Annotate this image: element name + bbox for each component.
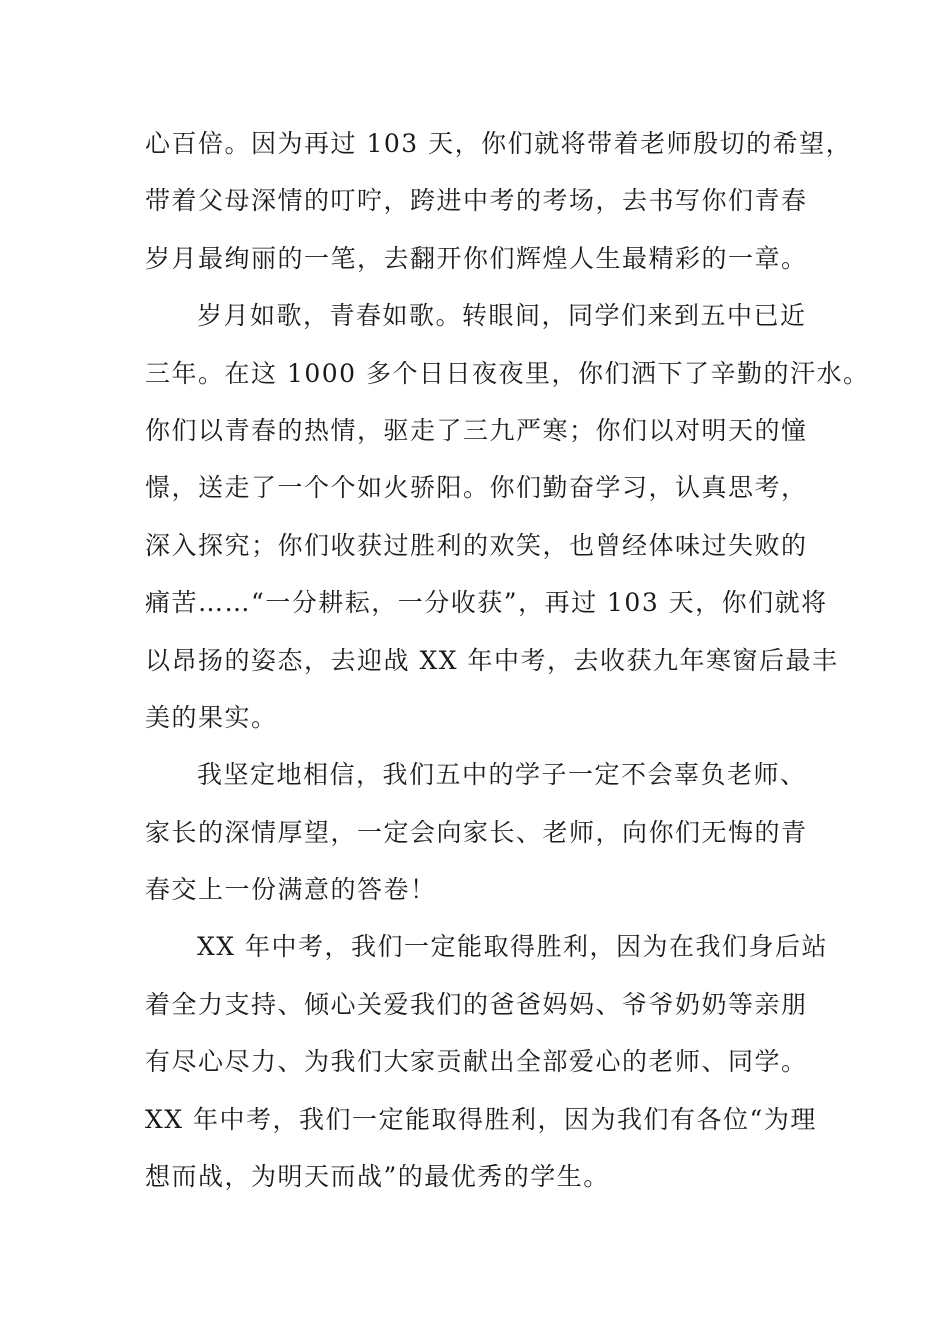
document-body — [145, 115, 870, 1205]
text-line: 你们以青春的热情，驱走了三九严寒；你们以对明天的憧 — [145, 415, 808, 445]
paragraph-3 — [145, 746, 825, 918]
text-line: 三年。在这 1000 多个日日夜夜里，你们洒下了辛勤的汗水。 — [145, 358, 870, 388]
paragraph-2 — [145, 287, 870, 746]
text-line: 美的果实。 — [145, 702, 278, 732]
paragraph-1 — [145, 115, 853, 287]
text-line: 深入探究；你们收获过胜利的欢笑，也曾经体味过失败的 — [145, 530, 808, 560]
text-line: XX 年中考，我们一定能取得胜利，因为我们有各位“为理 — [145, 1104, 817, 1134]
text-line: 岁月最绚丽的一笔，去翻开你们辉煌人生最精彩的一章。 — [145, 243, 808, 273]
text-line: 岁月如歌，青春如歌。转眼间，同学们来到五中已近 — [197, 301, 807, 331]
paragraph-4 — [145, 918, 829, 1205]
text-line: 以昂扬的姿态，去迎战 XX 年中考，去收获九年寒窗后最丰 — [145, 645, 839, 675]
text-line: 春交上一份满意的答卷！ — [145, 875, 437, 905]
text-line: 有尽心尽力、为我们大家贡献出全部爱心的老师、同学。 — [145, 1047, 808, 1077]
text-line: 想而战，为明天而战”的最优秀的学生。 — [145, 1162, 610, 1192]
text-line: 心百倍。因为再过 103 天，你们就将带着老师殷切的希望， — [145, 129, 853, 158]
text-line: 憬，送走了一个个如火骄阳。你们勤奋学习，认真思考， — [145, 473, 808, 503]
text-line: 带着父母深情的叮咛，跨进中考的考场，去书写你们青春 — [145, 186, 808, 216]
text-line: 家长的深情厚望，一定会向家长、老师，向你们无悔的青 — [145, 817, 808, 847]
text-line: 我坚定地相信，我们五中的学子一定不会辜负老师、 — [197, 760, 807, 790]
text-line: XX 年中考，我们一定能取得胜利，因为在我们身后站 — [197, 932, 829, 962]
text-line: 着全力支持、倾心关爱我们的爸爸妈妈、爷爷奶奶等亲朋 — [145, 989, 808, 1019]
text-line: 痛苦……“一分耕耘，一分收获”，再过 103 天，你们就将 — [145, 588, 828, 618]
